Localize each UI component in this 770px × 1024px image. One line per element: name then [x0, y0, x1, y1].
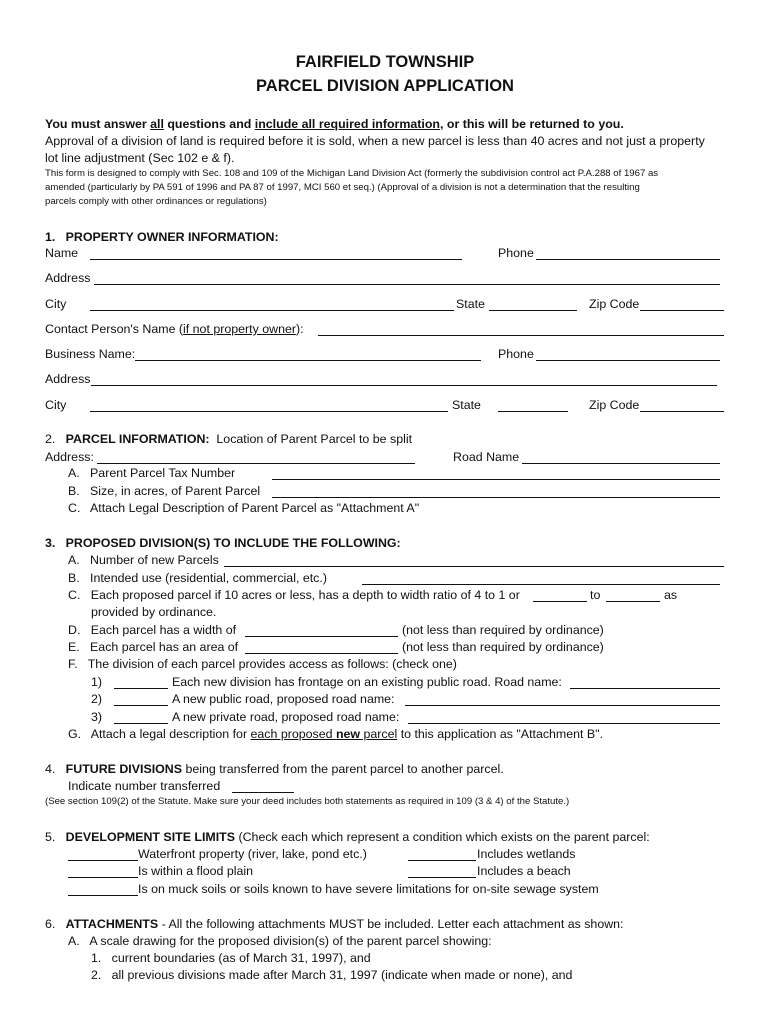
form-title: PARCEL DIVISION APPLICATION: [256, 77, 514, 95]
owner-phone-field[interactable]: [536, 247, 720, 260]
current-boundaries-item: 1. current boundaries (as of March 31, 1997), and: [91, 951, 371, 965]
business-zip-field[interactable]: [640, 399, 724, 412]
parcel-address-field[interactable]: [97, 451, 415, 464]
section-3-heading: 3. PROPOSED DIVISION(S) TO INCLUDE THE FOLLOWING:: [45, 536, 401, 550]
ratio-as-label: as: [664, 588, 678, 602]
parcel-width-field[interactable]: [245, 624, 398, 637]
waterfront-label: Waterfront property (river, lake, pond etc.): [138, 847, 367, 861]
business-name-field[interactable]: [135, 348, 481, 361]
access-instruction: F. The division of each parcel provides access as follows: (check one): [68, 657, 457, 671]
muck-soils-check[interactable]: [68, 883, 138, 896]
business-name-label: Business Name:: [45, 347, 136, 361]
business-state-field[interactable]: [498, 399, 568, 412]
road-name-label: Road Name: [453, 450, 520, 464]
attachment-a-instruction: C. Attach Legal Description of Parent Parcel as "Attachment A": [68, 501, 420, 515]
parcel-area-field[interactable]: [245, 641, 398, 654]
ratio-to-label: to: [590, 588, 601, 602]
width-ratio-field[interactable]: [606, 589, 660, 602]
public-road-name-field[interactable]: [405, 693, 720, 706]
flood-plain-label: Is within a flood plain: [138, 864, 254, 878]
owner-phone-label: Phone: [498, 246, 534, 260]
depth-width-ratio-label: C. Each proposed parcel if 10 acres or less, has a depth to width ratio of 4 to 1 or: [68, 588, 520, 602]
new-parcels-count-label: A. Number of new Parcels: [68, 553, 219, 567]
owner-zip-field[interactable]: [640, 298, 724, 311]
transferred-count-field[interactable]: [232, 780, 294, 793]
intro-requirement: You must answer all questions and include all required information, or this will be returned to you.: [45, 117, 624, 131]
statute-deed-note: (See section 109(2) of the Statute. Make sure your deed includes both statements as required in 109 (3 & 4) of the Statute.): [45, 796, 570, 807]
parcel-address-label: Address:: [45, 450, 94, 464]
owner-address-field[interactable]: [94, 272, 720, 285]
beach-check[interactable]: [408, 865, 476, 878]
parcel-width-note: (not less than required by ordinance): [402, 623, 604, 637]
section-1-heading: 1. PROPERTY OWNER INFORMATION:: [45, 230, 279, 244]
ratio-ordinance-note: provided by ordinance.: [91, 605, 217, 619]
section-4-heading: 4. FUTURE DIVISIONS being transferred from the parent parcel to another parcel.: [45, 762, 504, 776]
wetlands-label: Includes wetlands: [477, 847, 576, 861]
access-option-1-label: Each new division has frontage on an existing public road. Road name:: [172, 675, 562, 689]
wetlands-check[interactable]: [408, 848, 476, 861]
access-option-3-label: A new private road, proposed road name:: [172, 710, 400, 724]
business-phone-label: Phone: [498, 347, 534, 361]
section-5-heading: 5. DEVELOPMENT SITE LIMITS (Check each which represent a condition which exists on the parent parcel:: [45, 830, 650, 844]
business-zip-label: Zip Code: [589, 398, 640, 412]
parent-tax-number-field[interactable]: [272, 467, 720, 480]
flood-plain-check[interactable]: [68, 865, 138, 878]
parent-tax-number-label: A. Parent Parcel Tax Number: [68, 466, 236, 480]
access-option-2-number: 2): [91, 692, 103, 706]
parcel-area-label: E. Each parcel has an area of: [68, 640, 239, 654]
beach-label: Includes a beach: [477, 864, 571, 878]
scale-drawing-item: A. A scale drawing for the proposed division(s) of the parent parcel showing:: [68, 934, 492, 948]
road-name-field[interactable]: [522, 451, 720, 464]
depth-ratio-field[interactable]: [533, 589, 587, 602]
muck-soils-label: Is on muck soils or soils known to have severe limitations for on-site sewage system: [138, 882, 599, 896]
intended-use-label: B. Intended use (residential, commercial, etc.): [68, 571, 327, 585]
business-address-label: Address: [45, 372, 91, 386]
access-option-2-label: A new public road, proposed road name:: [172, 692, 395, 706]
access-option-3-number: 3): [91, 710, 103, 724]
intro-approval-line-2: lot line adjustment (Sec 102 e & f).: [45, 151, 235, 165]
owner-state-field[interactable]: [489, 298, 577, 311]
business-city-field[interactable]: [90, 399, 448, 412]
contact-person-label: Contact Person's Name (if not property owner):: [45, 322, 304, 336]
attachment-b-instruction: G. Attach a legal description for each proposed new parcel to this application as "Attachment B".: [68, 727, 604, 741]
owner-city-field[interactable]: [90, 298, 454, 311]
contact-person-field[interactable]: [318, 323, 724, 336]
access-option-1-check[interactable]: [114, 676, 168, 689]
transferred-count-label: Indicate number transferred: [68, 779, 221, 793]
intro-statute-note-3: parcels comply with other ordinances or regulations): [45, 196, 267, 207]
existing-road-name-field[interactable]: [570, 676, 720, 689]
owner-state-label: State: [456, 297, 485, 311]
intro-approval-line: Approval of a division of land is required before it is sold, when a new parcel is less than 40 acres and not just a property: [45, 134, 705, 148]
intro-statute-note-2: amended (particularly by PA 591 of 1996 and PA 87 of 1997, MCI 560 et seq.) (Approval of a division is not a determination that the resulting: [45, 182, 640, 193]
township-title: FAIRFIELD TOWNSHIP: [295, 53, 475, 71]
business-phone-field[interactable]: [536, 348, 720, 361]
owner-address-label: Address: [45, 271, 91, 285]
waterfront-check[interactable]: [68, 848, 138, 861]
access-option-3-check[interactable]: [114, 711, 168, 724]
parent-size-field[interactable]: [272, 485, 720, 498]
access-option-1-number: 1): [91, 675, 103, 689]
access-option-2-check[interactable]: [114, 693, 168, 706]
previous-divisions-item: 2. all previous divisions made after March 31, 1997 (indicate when made or none), and: [91, 968, 573, 982]
owner-name-label: Name: [45, 246, 79, 260]
business-state-label: State: [452, 398, 481, 412]
business-address-field[interactable]: [91, 373, 717, 386]
private-road-name-field[interactable]: [408, 711, 720, 724]
parcel-area-note: (not less than required by ordinance): [402, 640, 604, 654]
intro-statute-note: This form is designed to comply with Sec. 108 and 109 of the Michigan Land Division Act (formerly the subdivision control act P.A.288 of 1967 as: [45, 168, 659, 179]
business-city-label: City: [45, 398, 67, 412]
parcel-width-label: D. Each parcel has a width of: [68, 623, 237, 637]
section-2-heading: 2. PARCEL INFORMATION: Location of Parent Parcel to be split: [45, 432, 413, 446]
owner-city-label: City: [45, 297, 67, 311]
section-6-heading: 6. ATTACHMENTS - All the following attachments MUST be included. Letter each attachment as shown:: [45, 917, 624, 931]
owner-name-field[interactable]: [90, 247, 462, 260]
parent-size-label: B. Size, in acres, of Parent Parcel: [68, 484, 261, 498]
intended-use-field[interactable]: [362, 572, 720, 585]
owner-zip-label: Zip Code: [589, 297, 640, 311]
new-parcels-count-field[interactable]: [224, 554, 724, 567]
